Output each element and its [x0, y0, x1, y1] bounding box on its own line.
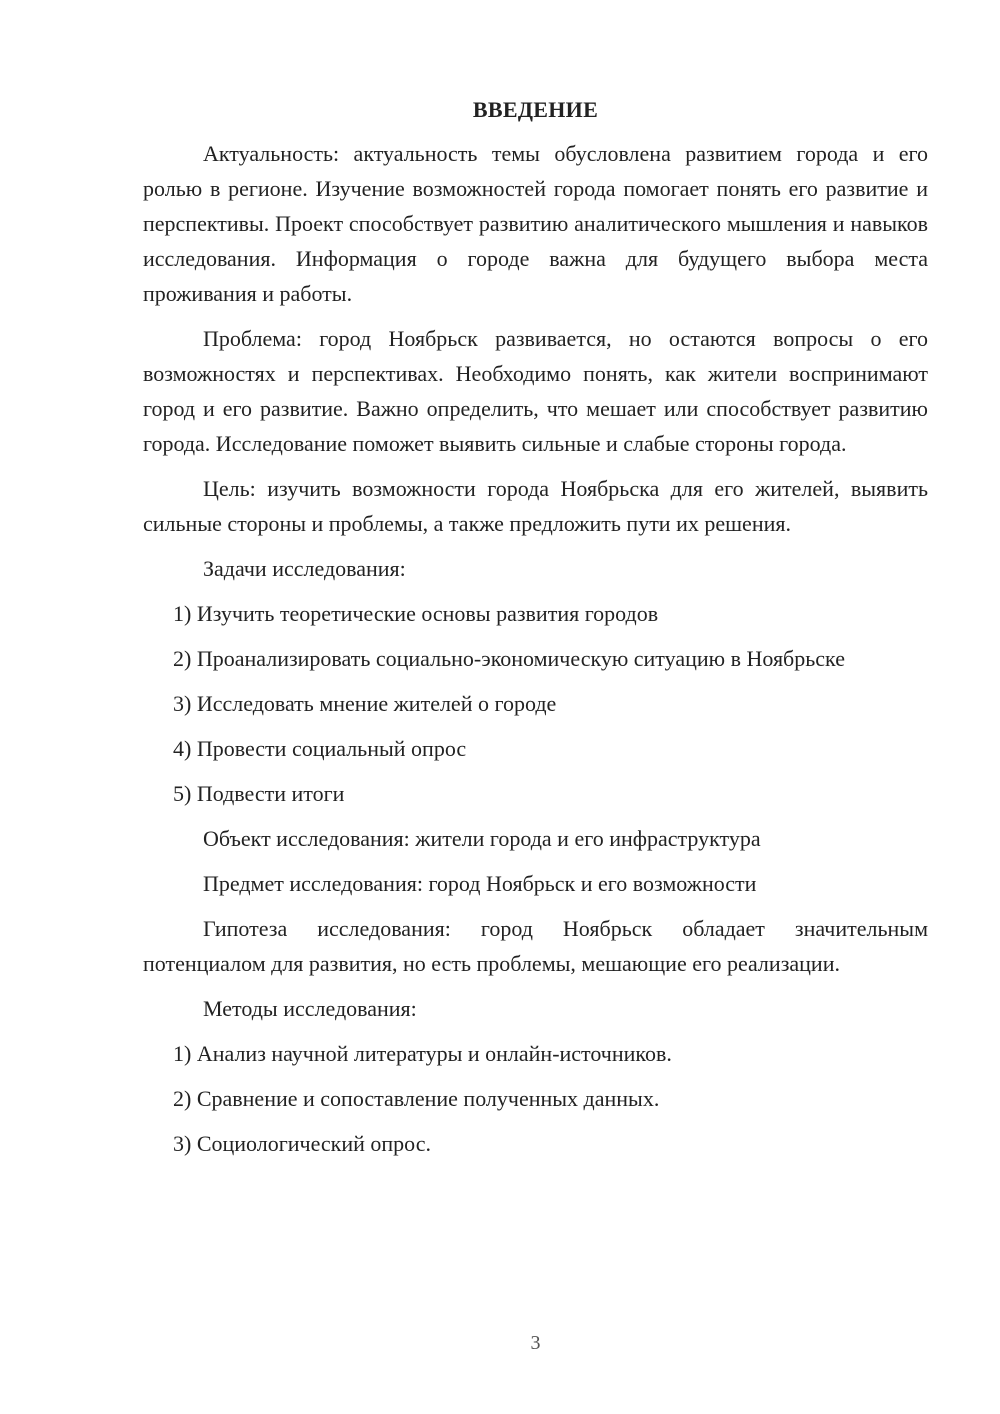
task-item: 3) Исследовать мнение жителей о городе	[173, 691, 557, 716]
task-item: 5) Подвести итоги	[173, 781, 345, 806]
paragraph-object: Объект исследования: жители города и его инфраструктура	[203, 826, 761, 851]
task-item: 4) Провести социальный опрос	[173, 736, 467, 761]
method-item: 1) Анализ научной литературы и онлайн-источников.	[173, 1041, 672, 1066]
method-item: 2) Сравнение и сопоставление полученных данных.	[173, 1086, 660, 1111]
task-item: 1) Изучить теоретические основы развития городов	[173, 601, 659, 626]
method-item: 3) Социологический опрос.	[173, 1131, 431, 1156]
document-page	[143, 92, 928, 1171]
page-number: 3	[530, 1332, 541, 1354]
section-title: ВВЕДЕНИЕ	[472, 97, 599, 122]
paragraph-problem: Проблема: город Ноябрьск развивается, но остаются вопросы о его возможностях и перспективах. Необходимо понять, как жители воспринимают город и его развитие. Важно определить, что мешает или способствует развитию города. Исследование поможет выявить сильные и слабые стороны города.	[143, 326, 928, 456]
paragraph-relevance: Актуальность: актуальность темы обусловлена развитием города и его ролью в регионе. Изучение возможностей города помогает понять его развитие и перспективы. Проект способствует развитию аналитического мышления и навыков исследования. Информация о городе важна для будущего выбора места проживания и работы.	[143, 141, 928, 306]
paragraph-subject: Предмет исследования: город Ноябрьск и его возможности	[203, 871, 757, 896]
paragraph-hypothesis: Гипотеза исследования: город Ноябрьск обладает значительным потенциалом для развития, но есть проблемы, мешающие его реализации.	[143, 916, 928, 976]
task-item: 2) Проанализировать социально-экономическую ситуацию в Ноябрьске	[173, 646, 845, 671]
paragraph-goal: Цель: изучить возможности города Ноябрьска для его жителей, выявить сильные стороны и проблемы, а также предложить пути их решения.	[143, 476, 928, 536]
methods-heading: Методы исследования:	[203, 996, 417, 1021]
tasks-heading: Задачи исследования:	[203, 556, 406, 581]
